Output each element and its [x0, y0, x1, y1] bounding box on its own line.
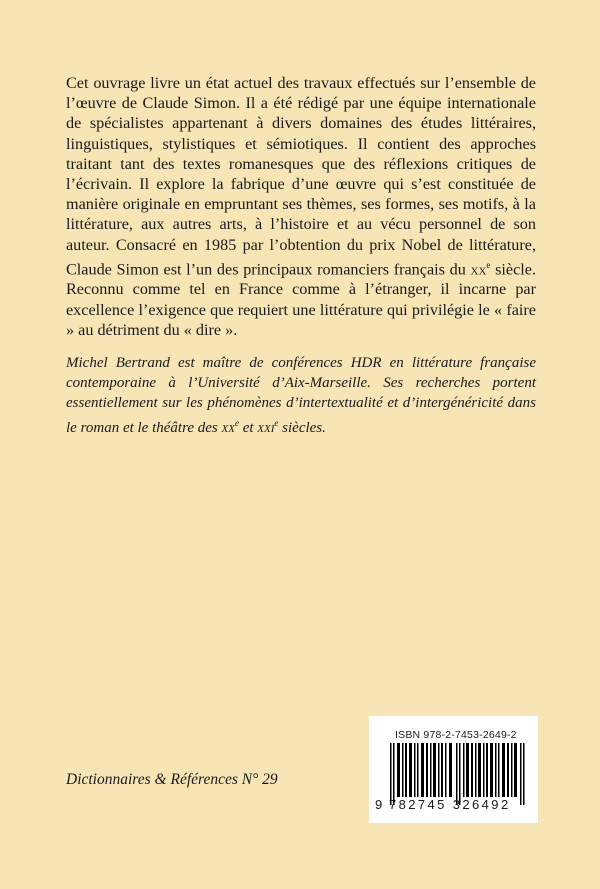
- blurb-text-end: siècle. Reconnu comme tel en France comme à l’étranger, il incarne par excellence l’exigence que requiert une littérature qui privilégie le « faire » au détriment du « dire ».: [66, 260, 536, 339]
- author-bio-text: et: [238, 420, 258, 436]
- century-superscript: e: [274, 418, 279, 428]
- century-superscript: e: [234, 418, 239, 428]
- blurb-text: Cet ouvrage livre un état actuel des travaux effectués sur l’ensemble de l’œuvre de Claude Simon. Il a été rédigé par une équipe internationale de spécialistes appartenant à divers domaines des études littéraires, linguistiques, stylistiques et sémiotiques. Il contient des approches traitant tant des textes romanesques que des réflexions critiques de l’écrivain. Il explore la fabrique d’une œuvre qui s’est constituée de manière originale en empruntant ses thèmes, ses formes, ses motifs, à la littérature, aux autres arts, à l’histoire et au vécu personnel de son auteur. Consacré en 1985 par l’obtention du prix Nobel de littérature, Claude Simon est l’un des principaux romanciers français du: [66, 74, 536, 279]
- century-superscript: e: [486, 259, 491, 270]
- series-title: Dictionnaires & Références N° 29: [66, 771, 278, 788]
- author-bio-text: siècles.: [278, 420, 326, 436]
- back-cover-blurb: [66, 73, 536, 340]
- author-bio-text: Michel Bertrand est maître de conférences HDR en littérature française contemporaine à l’Université d’Aix-Marseille. Ses recherches portent essentiellement sur les phénomènes d’intertextualité et d’intergénéricité dans le roman et le théâtre des: [66, 355, 536, 436]
- century-numeral: xx: [470, 260, 487, 279]
- century-numeral: xx: [221, 420, 235, 436]
- century-numeral: xxi: [257, 420, 275, 436]
- barcode-number: 782745 326492: [389, 797, 511, 812]
- author-bio: [66, 353, 536, 438]
- isbn-label: ISBN 978-2-7453-2649-2: [395, 729, 517, 741]
- barcode-first-digit: 9: [375, 797, 385, 812]
- barcode-bars: [390, 743, 530, 805]
- blurb-paragraph: [66, 73, 536, 340]
